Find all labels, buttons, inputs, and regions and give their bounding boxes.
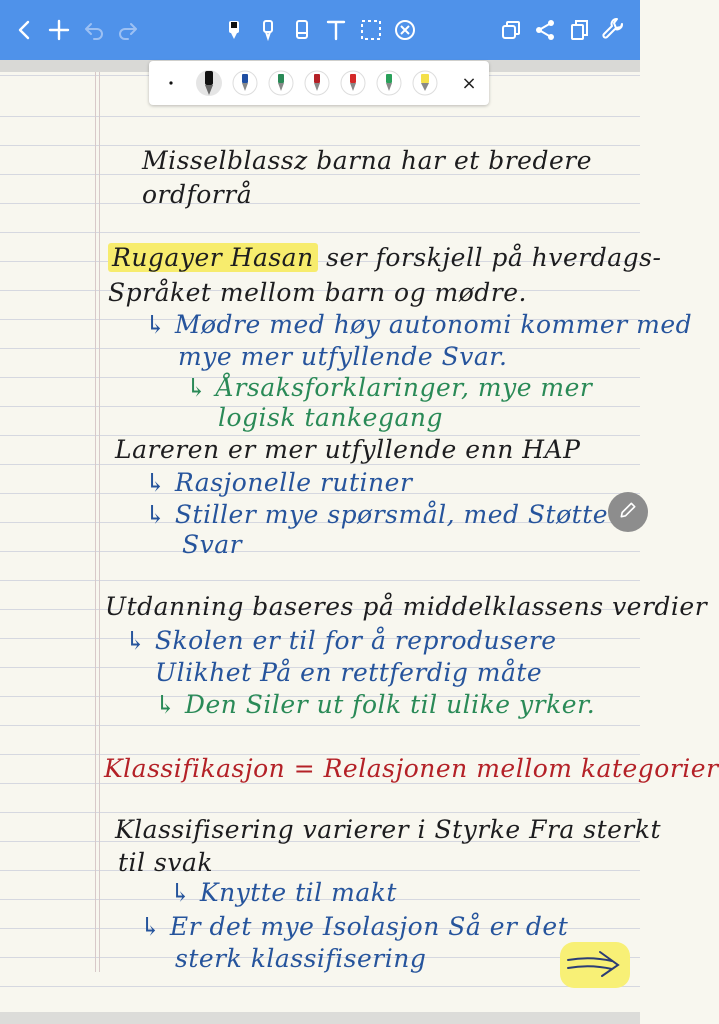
blue-pen[interactable] — [229, 67, 261, 99]
black-pen[interactable] — [193, 67, 225, 99]
note-line: ↳ Mødre med høy autonomi kommer med — [145, 310, 693, 339]
note-line: mye mer utfyllende Svar. — [178, 342, 508, 371]
red-pen[interactable] — [301, 67, 333, 99]
pen-palette — [149, 61, 489, 105]
note-line: Språket mellom barn og mødre. — [108, 278, 527, 307]
note-line: ↳ Skolen er til for å reprodusere — [125, 626, 557, 655]
share-icon[interactable] — [529, 14, 561, 46]
note-text: ser forskjell på hverdags- — [326, 243, 662, 272]
note-line: Klassifikasjon = Relasjonen mellom kategorier — [104, 754, 719, 783]
note-line: ↳ Stiller mye spørsmål, med Støtte — [145, 500, 609, 529]
note-line: sterk klassifisering — [175, 944, 427, 973]
note-line: Svar — [182, 530, 243, 559]
notebook-page[interactable] — [0, 72, 640, 1012]
green-pen-2[interactable] — [373, 67, 405, 99]
highlighted-name: Rugayer Hasan — [108, 243, 318, 272]
note-line: logisk tankegang — [218, 403, 443, 432]
bottom-bar — [0, 1012, 640, 1024]
note-line: ↳ Knytte til makt — [170, 878, 397, 907]
note-line: Utdanning baseres på middelklassens verdier — [105, 592, 708, 621]
pencil-icon — [618, 500, 638, 524]
note-line — [108, 243, 661, 273]
back-icon[interactable] — [9, 14, 41, 46]
redo-icon[interactable] — [112, 14, 144, 46]
note-line: Misselblassz barna har et bredere — [142, 146, 593, 175]
red-pen-2[interactable] — [337, 67, 369, 99]
note-line: ↳ Årsaksforklaringer, mye mer — [186, 373, 593, 402]
green-pen[interactable] — [265, 67, 297, 99]
eraser-icon[interactable] — [286, 14, 318, 46]
note-line: ↳ Er det mye Isolasjon Så er det — [140, 912, 569, 941]
highlighter-icon[interactable] — [252, 14, 284, 46]
note-line: ordforrå — [142, 180, 253, 209]
note-line: ↳ Den Siler ut folk til ulike yrker. — [155, 690, 596, 719]
pen-size-dot[interactable] — [155, 67, 187, 99]
layers-icon[interactable] — [495, 14, 527, 46]
note-line: ↳ Rasjonelle rutiner — [145, 468, 413, 497]
wrench-icon[interactable] — [598, 14, 630, 46]
add-icon[interactable] — [43, 14, 75, 46]
margin-line — [95, 72, 96, 972]
note-line: Ulikhet På en rettferdig måte — [155, 658, 543, 687]
lasso-select-icon[interactable] — [355, 14, 387, 46]
note-line: til svak — [118, 848, 213, 877]
highlight-mark — [560, 942, 630, 988]
margin-line — [99, 72, 100, 972]
text-icon[interactable] — [320, 14, 352, 46]
undo-icon[interactable] — [78, 14, 110, 46]
delete-icon[interactable] — [389, 14, 421, 46]
close-icon[interactable]: × — [461, 72, 477, 94]
note-line: Klassifisering varierer i Styrke Fra sterkt — [115, 815, 662, 844]
yellow-highlighter[interactable] — [409, 67, 441, 99]
edit-button[interactable] — [608, 492, 648, 532]
toolbar — [0, 0, 640, 60]
pen-tool-icon[interactable] — [218, 14, 250, 46]
note-line: Lareren er mer utfyllende enn HAP — [115, 435, 581, 464]
copy-icon[interactable] — [563, 14, 595, 46]
